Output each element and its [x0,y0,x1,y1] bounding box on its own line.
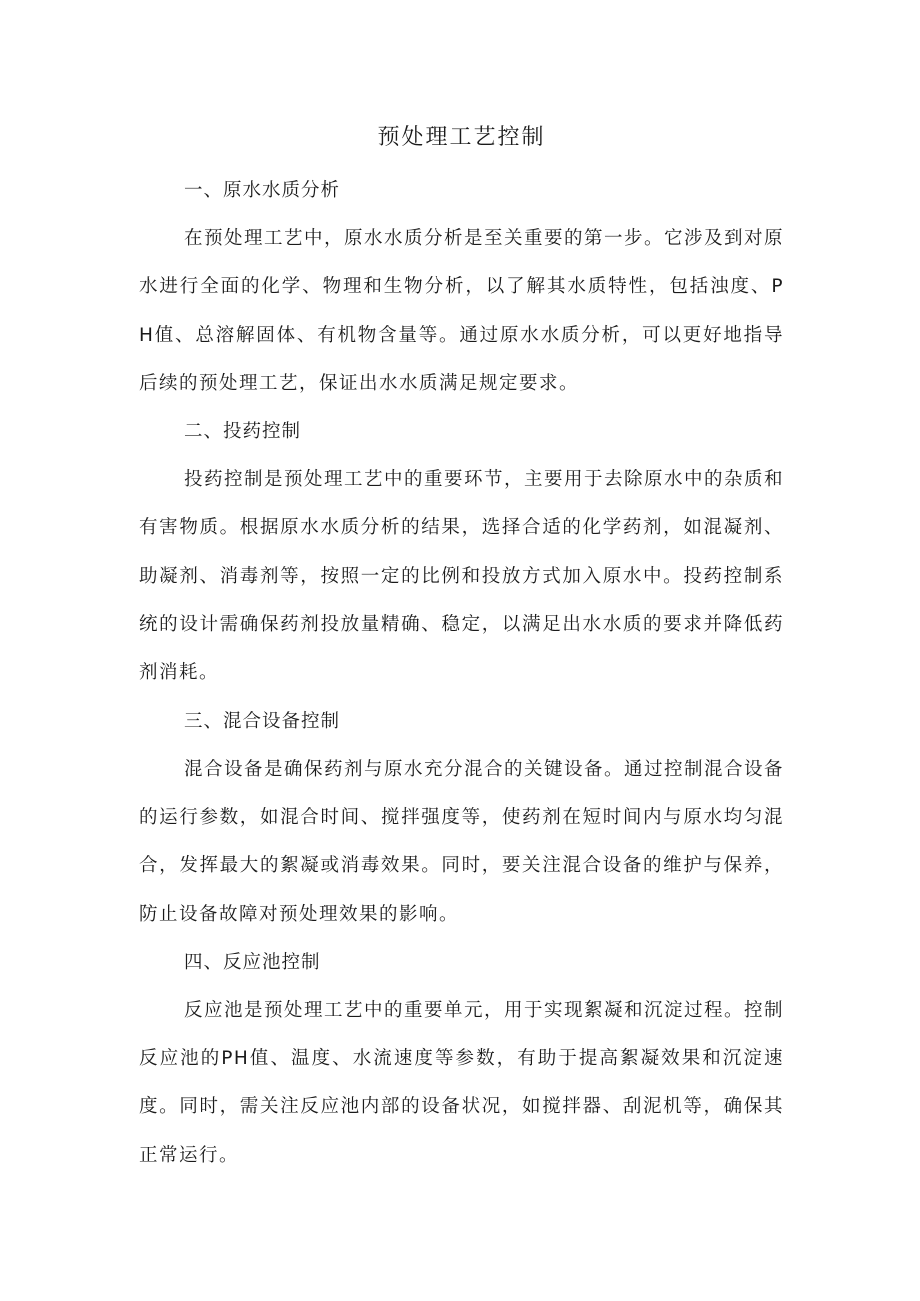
section-paragraph: 投药控制是预处理工艺中的重要环节，主要用于去除原水中的杂质和有害物质。根据原水水质分析的结果，选择合适的化学药剂，如混凝剂、助凝剂、消毒剂等，按照一定的比例和投放方式加入原水中。投药控制系统的设计需确保药剂投放量精确、稳定，以满足出水水质的要求并降低药剂消耗。 [139,469,785,684]
section-mixing-equipment-control [139,698,784,939]
section-reaction-tank-control [139,939,784,1180]
section-heading: 四、反应池控制 [184,951,321,973]
section-heading: 一、原水水质分析 [184,180,341,201]
document-content [139,118,784,1180]
section-dosing-control [139,408,784,697]
section-heading: 二、投药控制 [184,421,302,443]
section-paragraph: 混合设备是确保药剂与原水充分混合的关键设备。通过控制混合设备的运行参数，如混合时间、搅拌强度等，使药剂在短时间内与原水均匀混合，发挥最大的絮凝或消毒效果。同时，要关注混合设备的维护与保养，防止设备故障对预处理效果的影响。 [139,758,785,925]
document-title: 预处理工艺控制 [377,125,546,150]
section-paragraph: 在预处理工艺中，原水水质分析是至关重要的第一步。它涉及到对原水进行全面的化学、物理和生物分析，以了解其水质特性，包括浊度、PH值、总溶解固体、有机物含量等。通过原水水质分析，可以更好地指导后续的预处理工艺，保证出水水质满足规定要求。 [139,228,785,394]
section-raw-water-analysis [139,167,784,408]
section-paragraph: 反应池是预处理工艺中的重要单元，用于实现絮凝和沉淀过程。控制反应池的PH值、温度、水流速度等参数，有助于提高絮凝效果和沉淀速度。同时，需关注反应池内部的设备状况，如搅拌器、刮泥机等，确保其正常运行。 [139,999,785,1166]
section-heading: 三、混合设备控制 [184,710,341,732]
